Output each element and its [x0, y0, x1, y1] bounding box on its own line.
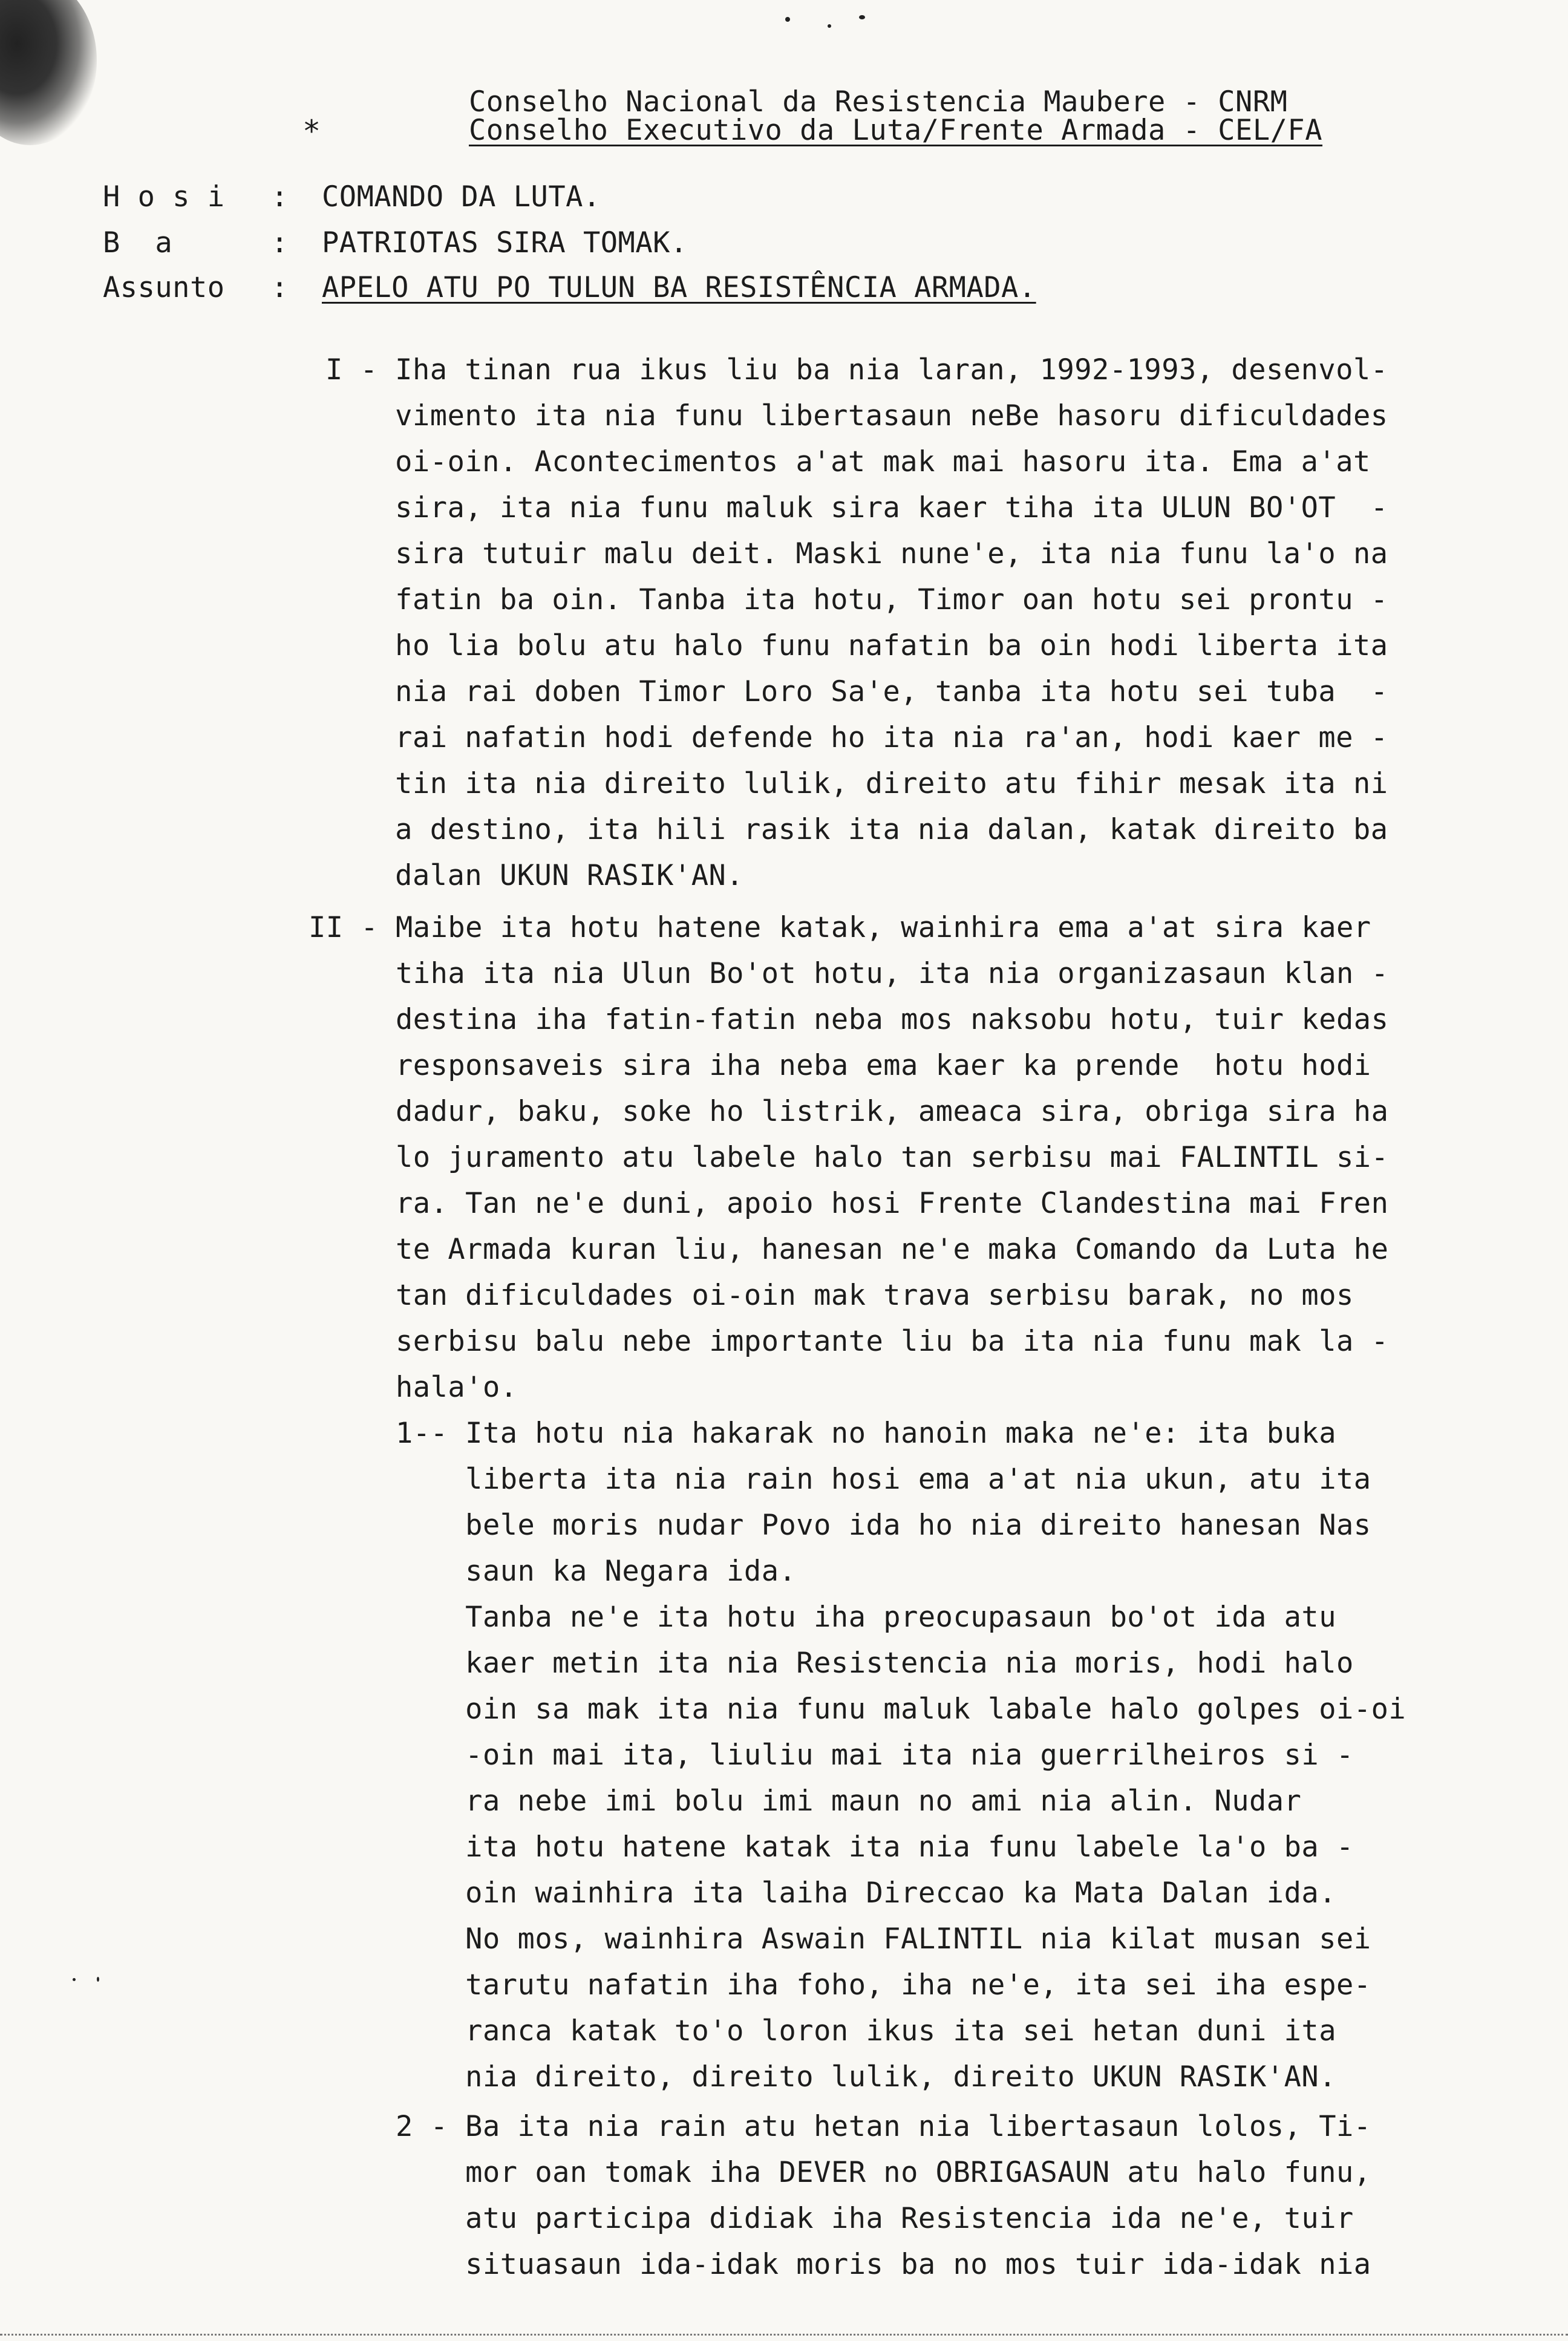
body-line: dadur, baku, soke ho listrik, ameaca sira, obriga sira ha — [309, 1095, 1389, 1128]
body-line: lo juramento atu labele halo tan serbisu mai FALINTIL si- — [309, 1141, 1389, 1174]
body-line: a destino, ita hili rasik ita nia dalan, katak direito ba — [325, 813, 1388, 846]
meta-value-subject: APELO ATU PO TULUN BA RESISTÊNCIA ARMADA. — [322, 271, 1036, 304]
body-line: atu participa didiak iha Resistencia ida ne'e, tuir — [309, 2202, 1354, 2235]
ink-speck — [859, 15, 865, 19]
body-line: te Armada kuran liu, hanesan ne'e maka Comando da Luta he — [309, 1233, 1389, 1266]
meta-value-to: PATRIOTAS SIRA TOMAK. — [322, 226, 688, 260]
body-line: oin wainhira ita laiha Direccao ka Mata Dalan ida. — [309, 1876, 1336, 1910]
meta-label-to: B a — [103, 226, 173, 260]
meta-label-from: H o s i — [103, 180, 225, 214]
body-line: kaer metin ita nia Resistencia nia moris, hodi halo — [309, 1647, 1354, 1680]
meta-sep: : — [271, 226, 289, 260]
body-line: ho lia bolu atu halo funu nafatin ba oin hodi liberta ita — [325, 629, 1388, 662]
body-line: situasaun ida-idak moris ba no mos tuir ida-idak nia — [309, 2248, 1371, 2281]
meta-label-subject: Assunto — [103, 271, 225, 304]
body-line: hala'o. — [309, 1371, 518, 1404]
header-line-2: Conselho Executivo da Luta/Frente Armada - CEL/FA — [469, 114, 1323, 147]
ink-speck — [828, 24, 831, 28]
ink-speck — [97, 1977, 99, 1982]
body-line: II - Maibe ita hotu hatene katak, wainhira ema a'at sira kaer — [309, 911, 1371, 944]
meta-sep: : — [271, 180, 289, 214]
body-line: sira tutuir malu deit. Maski nune'e, ita nia funu la'o na — [325, 537, 1388, 570]
body-line: liberta ita nia rain hosi ema a'at nia ukun, atu ita — [309, 1463, 1371, 1496]
body-line: saun ka Negara ida. — [309, 1555, 797, 1588]
body-line: destina iha fatin-fatin neba mos naksobu hotu, tuir kedas — [309, 1003, 1389, 1036]
ink-speck — [785, 17, 790, 22]
body-line: ra. Tan ne'e duni, apoio hosi Frente Clandestina mai Fren — [309, 1187, 1389, 1220]
body-line: 1-- Ita hotu nia hakarak no hanoin maka ne'e: ita buka — [309, 1417, 1336, 1450]
body-line: No mos, wainhira Aswain FALINTIL nia kilat musan sei — [309, 1922, 1371, 1956]
body-line: 2 - Ba ita nia rain atu hetan nia libertasaun lolos, Ti- — [309, 2110, 1371, 2143]
ink-smudge — [0, 0, 97, 145]
body-line: sira, ita nia funu maluk sira kaer tiha ita ULUN BO'OT - — [325, 491, 1388, 524]
body-line: tarutu nafatin iha foho, iha ne'e, ita sei iha espe- — [309, 1968, 1371, 2002]
body-line: -oin mai ita, liuliu mai ita nia guerrilheiros si - — [309, 1739, 1354, 1772]
body-line: bele moris nudar Povo ida ho nia direito hanesan Nas — [309, 1509, 1371, 1542]
meta-value-from: COMANDO DA LUTA. — [322, 180, 601, 214]
body-line: oin sa mak ita nia funu maluk labale halo golpes oi-oi — [309, 1693, 1406, 1726]
body-line: fatin ba oin. Tanba ita hotu, Timor oan hotu sei prontu - — [325, 583, 1388, 616]
body-line: ranca katak to'o loron ikus ita sei hetan duni ita — [309, 2014, 1336, 2048]
body-line: responsaveis sira iha neba ema kaer ka prende hotu hodi — [309, 1049, 1371, 1082]
body-line: tan dificuldades oi-oin mak trava serbisu barak, no mos — [309, 1279, 1354, 1312]
body-line: rai nafatin hodi defende ho ita nia ra'an, hodi kaer me - — [325, 721, 1388, 754]
body-line: ra nebe imi bolu imi maun no ami nia alin. Nudar — [309, 1784, 1302, 1818]
body-line: mor oan tomak iha DEVER no OBRIGASAUN atu halo funu, — [309, 2156, 1371, 2189]
body-line: tiha ita nia Ulun Bo'ot hotu, ita nia organizasaun klan - — [309, 957, 1389, 990]
body-line: serbisu balu nebe importante liu ba ita nia funu mak la - — [309, 1325, 1389, 1358]
header-line-1: Conselho Nacional da Resistencia Maubere - CNRM — [469, 85, 1288, 119]
meta-sep: : — [271, 271, 289, 304]
body-line: I - Iha tinan rua ikus liu ba nia laran, 1992-1993, desenvol- — [325, 353, 1388, 387]
page-edge-rule — [0, 2334, 1568, 2336]
body-line: oi-oin. Acontecimentos a'at mak mai hasoru ita. Ema a'at — [325, 445, 1371, 478]
ink-speck — [73, 1978, 76, 1981]
header-marker: * — [302, 114, 321, 149]
body-line: Tanba ne'e ita hotu iha preocupasaun bo'ot ida atu — [309, 1601, 1336, 1634]
body-line: tin ita nia direito lulik, direito atu fihir mesak ita ni — [325, 767, 1388, 800]
body-line: nia direito, direito lulik, direito UKUN RASIK'AN. — [309, 2060, 1336, 2094]
body-line: nia rai doben Timor Loro Sa'e, tanba ita hotu sei tuba - — [325, 675, 1388, 708]
body-line: ita hotu hatene katak ita nia funu labele la'o ba - — [309, 1830, 1354, 1864]
body-line: vimento ita nia funu libertasaun neBe hasoru dificuldades — [325, 399, 1388, 433]
body-line: dalan UKUN RASIK'AN. — [325, 859, 744, 892]
